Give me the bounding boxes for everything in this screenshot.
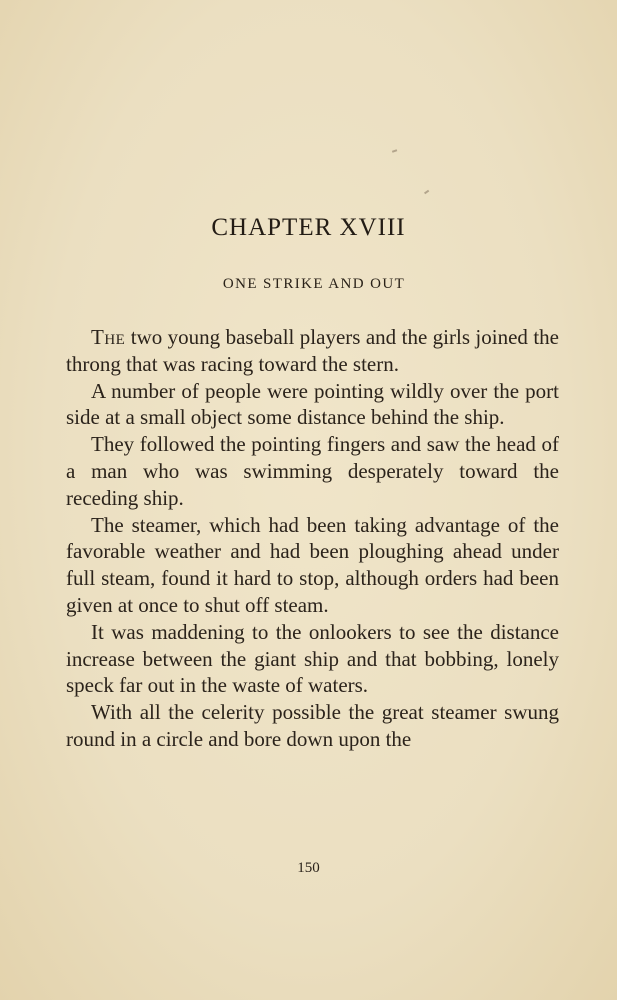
chapter-subtitle: ONE STRIKE AND OUT: [222, 276, 406, 292]
paragraph-text: It was maddening to the onlookers to see the distance increase between the giant ship and that bobbing, lonely speck far out in the waste of waters.: [66, 619, 559, 698]
paragraph-text: A number of people were pointing wildly over the port side at a small object some distance behind the ship.: [66, 378, 559, 430]
page-number: 150: [297, 860, 320, 876]
chapter-title: CHAPTER XVIII: [211, 214, 406, 241]
paper-speck: [424, 190, 429, 194]
paragraph: [66, 619, 559, 699]
paragraph: [66, 324, 559, 378]
paragraph-text: With all the celerity possible the great steamer swung round in a circle and bore down upon the: [66, 700, 559, 751]
chapter-body: [66, 324, 559, 753]
paragraph-text: They followed the pointing fingers and saw the head of a man who was swimming desperately toward the receding ship.: [66, 432, 559, 510]
paper-speck: [392, 149, 397, 152]
paragraph: [66, 378, 559, 432]
paragraph-text: two young baseball players and the girls joined the throng that was racing toward the stern.: [66, 325, 559, 376]
paragraph-lead-word: The: [91, 325, 126, 349]
paragraph: [66, 699, 559, 753]
paragraph: [66, 431, 559, 511]
paragraph-text: The steamer, which had been taking advantage of the favorable weather and had been ploughing ahead under full steam, found it hard to stop, although orders had been given at once to shut off steam.: [66, 512, 559, 617]
paragraph: [66, 512, 559, 619]
